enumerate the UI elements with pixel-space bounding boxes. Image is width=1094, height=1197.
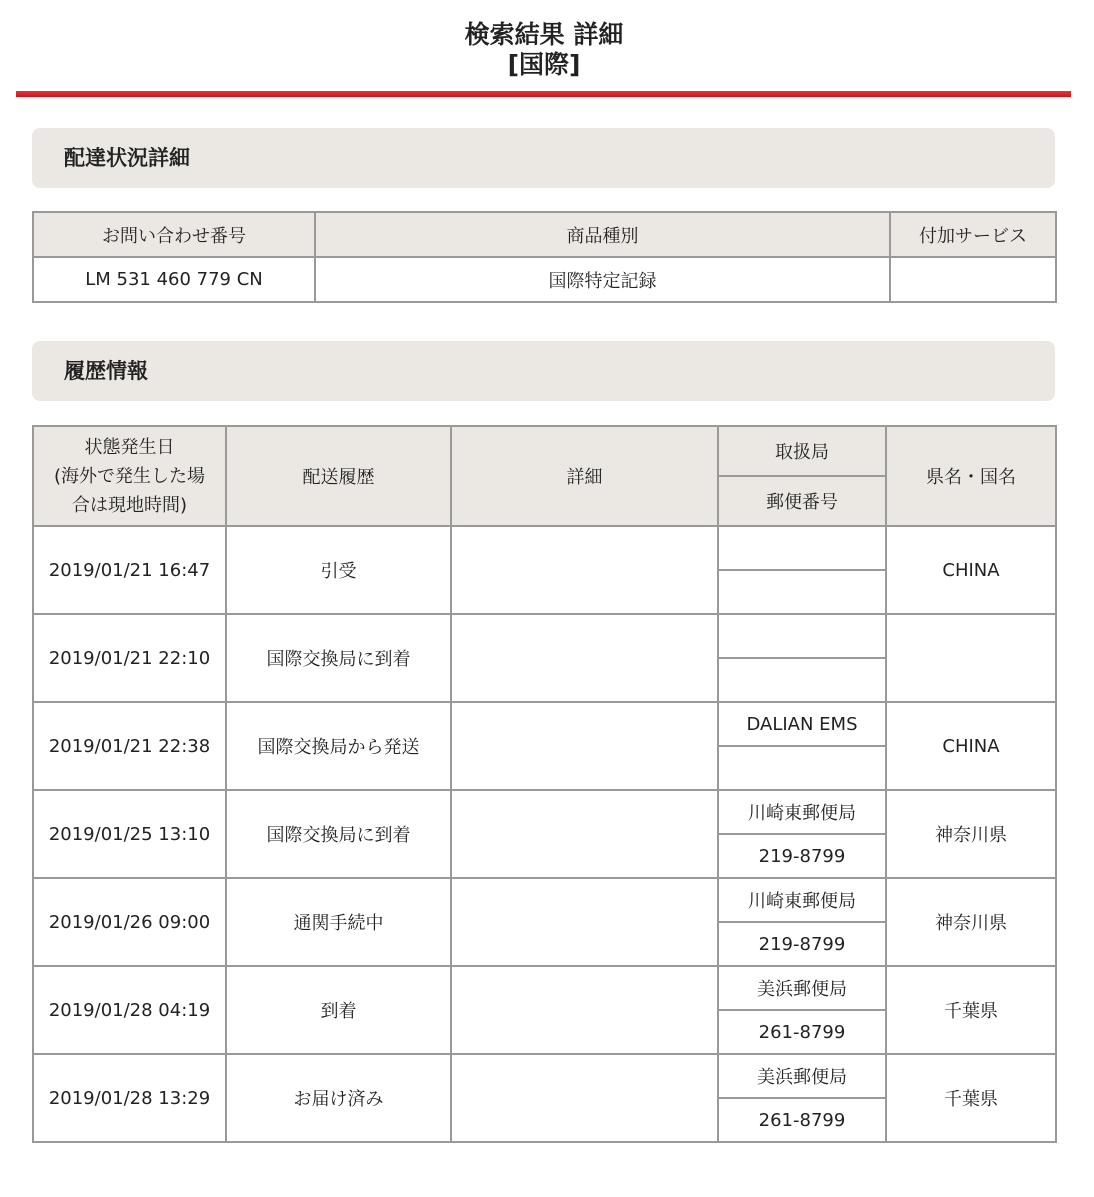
column-header-region: 県名・国名 (886, 426, 1056, 526)
history-date: 2019/01/21 22:38 (33, 702, 226, 790)
column-header-tracking-number: お問い合わせ番号 (33, 212, 315, 257)
history-office: 川崎東郵便局 (718, 790, 886, 834)
history-region: 神奈川県 (886, 878, 1056, 966)
history-row (33, 526, 1056, 570)
history-status: お届け済み (226, 1054, 451, 1142)
history-office (718, 526, 886, 570)
history-row (33, 966, 1056, 1010)
history-detail (451, 614, 718, 702)
page-title-line1: 検索結果 詳細 (464, 20, 624, 49)
column-header-product-type: 商品種別 (315, 212, 890, 257)
column-header-additional-service: 付加サービス (890, 212, 1056, 257)
history-date: 2019/01/21 22:10 (33, 614, 226, 702)
history-region: 千葉県 (886, 966, 1056, 1054)
history-region: CHINA (886, 526, 1056, 614)
history-date: 2019/01/21 16:47 (33, 526, 226, 614)
history-detail (451, 966, 718, 1054)
summary-table (32, 211, 1057, 303)
history-detail (451, 878, 718, 966)
history-region: CHINA (886, 702, 1056, 790)
history-date: 2019/01/26 09:00 (33, 878, 226, 966)
history-status: 通関手続中 (226, 878, 451, 966)
history-detail (451, 702, 718, 790)
summary-row (33, 257, 1056, 302)
column-header-status: 配送履歴 (226, 426, 451, 526)
history-header-row (33, 426, 1056, 476)
page-title (0, 20, 1088, 80)
history-status: 国際交換局に到着 (226, 790, 451, 878)
history-detail (451, 790, 718, 878)
title-divider (16, 91, 1071, 97)
history-status: 引受 (226, 526, 451, 614)
history-postal-code: 219-8799 (718, 922, 886, 966)
history-date: 2019/01/25 13:10 (33, 790, 226, 878)
column-header-detail: 詳細 (451, 426, 718, 526)
history-row (33, 614, 1056, 658)
history-office (718, 614, 886, 658)
history-postal-code (718, 570, 886, 614)
history-date: 2019/01/28 13:29 (33, 1054, 226, 1142)
history-detail (451, 526, 718, 614)
history-region: 神奈川県 (886, 790, 1056, 878)
history-row (33, 790, 1056, 834)
history-section-header (32, 341, 1055, 401)
summary-header-row (33, 212, 1056, 257)
history-detail (451, 1054, 718, 1142)
additional-service (890, 257, 1056, 302)
history-heading: 履歴情報 (64, 359, 148, 383)
history-status: 国際交換局から発送 (226, 702, 451, 790)
history-postal-code: 261-8799 (718, 1010, 886, 1054)
history-table (32, 425, 1057, 1143)
column-header-date: 状態発生日 (海外で発生した場 合は現地時間) (33, 426, 226, 526)
history-office: 美浜郵便局 (718, 1054, 886, 1098)
history-row (33, 1054, 1056, 1098)
history-office: 美浜郵便局 (718, 966, 886, 1010)
history-postal-code: 261-8799 (718, 1098, 886, 1142)
history-office: DALIAN EMS (718, 702, 886, 746)
delivery-status-heading: 配達状況詳細 (64, 146, 190, 170)
history-date: 2019/01/28 04:19 (33, 966, 226, 1054)
history-status: 国際交換局に到着 (226, 614, 451, 702)
history-row (33, 702, 1056, 746)
tracking-number: LM 531 460 779 CN (33, 257, 315, 302)
product-type: 国際特定記録 (315, 257, 890, 302)
column-header-office: 取扱局 (718, 426, 886, 476)
history-region (886, 614, 1056, 702)
history-postal-code (718, 658, 886, 702)
history-postal-code: 219-8799 (718, 834, 886, 878)
history-region: 千葉県 (886, 1054, 1056, 1142)
page-title-line2: [国際] (507, 50, 581, 79)
history-row (33, 878, 1056, 922)
history-office: 川崎東郵便局 (718, 878, 886, 922)
column-header-postal-code: 郵便番号 (718, 476, 886, 526)
delivery-status-section-header (32, 128, 1055, 188)
history-postal-code (718, 746, 886, 790)
history-status: 到着 (226, 966, 451, 1054)
